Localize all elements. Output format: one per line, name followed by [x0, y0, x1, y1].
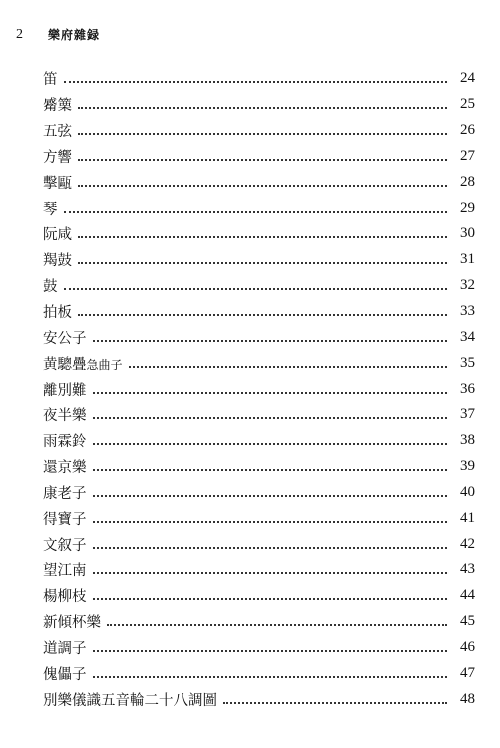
toc-entry-title	[43, 637, 87, 658]
dot-leader	[64, 210, 448, 213]
toc-entry-title	[43, 68, 58, 89]
toc-entry[interactable]	[43, 66, 475, 92]
toc-entry-title-text: 新傾杯樂	[43, 615, 101, 632]
dot-leader	[78, 261, 447, 264]
toc-entry-title-text: 觱篥	[43, 98, 72, 115]
toc-entry-page: 31	[460, 251, 475, 268]
toc-entry-page: 33	[460, 303, 475, 320]
toc-entry-title	[43, 534, 87, 555]
dot-leader	[93, 494, 448, 497]
dot-leader	[93, 391, 448, 394]
toc-entry-title-text: 別樂儀識五音輪二十八調圖	[43, 692, 217, 709]
toc-entry-title	[43, 430, 87, 451]
dot-leader	[93, 520, 448, 523]
toc-entry-title-text: 夜半樂	[43, 408, 87, 425]
toc-entry-title	[43, 353, 123, 374]
dot-leader	[64, 287, 448, 290]
toc-entry-page: 43	[460, 561, 475, 578]
toc-entry-page: 40	[460, 483, 475, 500]
dot-leader	[93, 649, 448, 652]
toc-entry-title	[43, 120, 72, 141]
toc-entry-title-text: 楊柳枝	[43, 589, 87, 606]
toc-entry-page: 46	[460, 638, 475, 655]
toc-entry[interactable]	[43, 609, 475, 635]
toc-entry-title	[43, 275, 58, 296]
toc-entry-title-text: 道調子	[43, 640, 87, 657]
toc-entry[interactable]	[43, 480, 475, 506]
toc-entry-title-text: 五弦	[43, 124, 72, 141]
toc-entry[interactable]	[43, 144, 475, 170]
toc-entry-page: 28	[460, 173, 475, 190]
toc-entry-page: 27	[460, 147, 475, 164]
toc-entry-title-text: 拍板	[43, 305, 72, 322]
toc-entry[interactable]	[43, 273, 475, 299]
dot-leader	[78, 158, 447, 161]
toc-entry-title-text: 黄驄疊	[43, 356, 87, 373]
toc-entry-title-text: 擊甌	[43, 175, 72, 192]
dot-leader	[78, 235, 447, 238]
toc-entry-page: 38	[460, 432, 475, 449]
toc-entry-page: 48	[460, 690, 475, 707]
dot-leader	[93, 468, 448, 471]
toc-entry-page: 42	[460, 535, 475, 552]
dot-leader	[93, 571, 448, 574]
dot-leader	[78, 313, 447, 316]
toc-entry-title	[43, 663, 87, 684]
toc-entry-page: 32	[460, 277, 475, 294]
toc-entry-page: 37	[460, 406, 475, 423]
toc-entry-title-text: 離別難	[43, 382, 87, 399]
toc-entry[interactable]	[43, 376, 475, 402]
toc-entry-page: 24	[460, 70, 475, 87]
toc-entry-title	[43, 94, 72, 115]
toc-entry[interactable]	[43, 660, 475, 686]
toc-entry[interactable]	[43, 350, 475, 376]
toc-entry[interactable]	[43, 531, 475, 557]
toc-entry[interactable]	[43, 195, 475, 221]
toc-entry-title-text: 得寶子	[43, 511, 87, 528]
toc-entry-page: 44	[460, 587, 475, 604]
toc-entry[interactable]	[43, 299, 475, 325]
toc-entry-title	[43, 482, 87, 503]
dot-leader	[64, 80, 448, 83]
toc-entry-title-text: 笛	[43, 72, 58, 89]
dot-leader	[78, 106, 447, 109]
dot-leader	[93, 442, 448, 445]
toc-entry-title	[43, 585, 87, 606]
dot-leader	[129, 365, 447, 368]
toc-entry-title-text: 傀儡子	[43, 666, 87, 683]
toc-entry[interactable]	[43, 428, 475, 454]
dot-leader	[223, 701, 447, 704]
toc-entry-title-text: 羯鼓	[43, 253, 72, 270]
toc-entry-page: 45	[460, 613, 475, 630]
toc-entry[interactable]	[43, 402, 475, 428]
dot-leader	[93, 416, 448, 419]
toc-entry[interactable]	[43, 454, 475, 480]
toc-entry-title	[43, 172, 72, 193]
toc-entry[interactable]	[43, 583, 475, 609]
toc-entry-title-text: 方響	[43, 149, 72, 166]
toc-entry-title-text: 阮咸	[43, 227, 72, 244]
toc-entry-title	[43, 456, 87, 477]
toc-entry-title	[43, 611, 101, 632]
toc-entry-title	[43, 249, 72, 270]
toc-entry-page: 25	[460, 96, 475, 113]
toc-entry-title	[43, 559, 87, 580]
toc-entry-title	[43, 379, 87, 400]
toc-entry[interactable]	[43, 686, 475, 712]
toc-entry-title	[43, 223, 72, 244]
dot-leader	[78, 132, 447, 135]
toc-entry-page: 39	[460, 458, 475, 475]
toc-entry[interactable]	[43, 635, 475, 661]
toc-entry-page: 29	[460, 199, 475, 216]
toc-entry-page: 41	[460, 509, 475, 526]
page-number: 2	[16, 26, 23, 42]
toc-entry[interactable]	[43, 221, 475, 247]
toc-entry-page: 47	[460, 664, 475, 681]
dot-leader	[93, 675, 448, 678]
running-title: 樂府雜録	[48, 28, 101, 42]
toc-entry[interactable]	[43, 324, 475, 350]
toc-entry[interactable]	[43, 92, 475, 118]
toc-entry[interactable]	[43, 505, 475, 531]
toc-entry-title-text: 鼓	[43, 279, 58, 296]
dot-leader	[93, 339, 448, 342]
dot-leader	[78, 184, 447, 187]
toc-entry-title-text: 望江南	[43, 563, 87, 580]
toc-entry-page: 35	[460, 354, 475, 371]
toc-entry[interactable]	[43, 118, 475, 144]
toc-entry-title	[43, 404, 87, 425]
toc-entry-page: 26	[460, 122, 475, 139]
dot-leader	[107, 623, 447, 626]
toc-entry-page: 36	[460, 380, 475, 397]
toc-entry-title-text: 康老子	[43, 485, 87, 502]
toc-entry-title-text: 雨霖鈴	[43, 434, 87, 451]
toc-entry-title	[43, 327, 87, 348]
dot-leader	[93, 597, 448, 600]
toc-entry-title	[43, 198, 58, 219]
toc-entry-title-text: 安公子	[43, 330, 87, 347]
toc-entry-title-text: 還京樂	[43, 460, 87, 477]
page-header	[16, 26, 100, 43]
toc-entry-title-text: 琴	[43, 201, 58, 218]
dot-leader	[93, 546, 448, 549]
toc-entry-title	[43, 508, 87, 529]
toc-entry-subtitle: 急曲子	[86, 357, 123, 372]
toc-entry-title	[43, 689, 217, 710]
toc-entry-title	[43, 301, 72, 322]
table-of-contents	[43, 66, 475, 712]
toc-entry[interactable]	[43, 169, 475, 195]
toc-entry-page: 34	[460, 328, 475, 345]
toc-entry-title-text: 文叙子	[43, 537, 87, 554]
toc-entry[interactable]	[43, 557, 475, 583]
toc-entry-page: 30	[460, 225, 475, 242]
toc-entry-title	[43, 146, 72, 167]
toc-entry[interactable]	[43, 247, 475, 273]
